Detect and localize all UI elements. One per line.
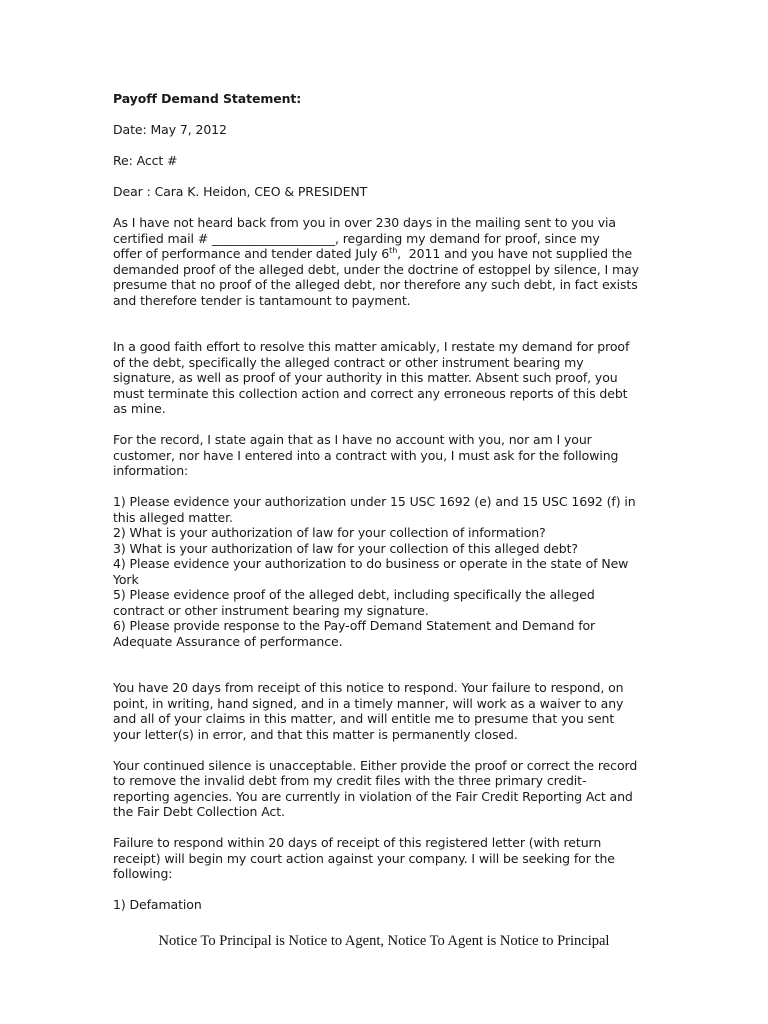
list-item: York bbox=[113, 571, 139, 587]
paragraph-line bbox=[113, 246, 673, 262]
paragraph-line: and all of your claims in this matter, and will entitle me to presume that you sent bbox=[113, 711, 615, 726]
list-item: 5) Please evidence proof of the alleged debt, including specifically the alleged bbox=[113, 587, 595, 602]
salutation: Dear : Cara K. Heidon, CEO & PRESIDENT bbox=[113, 184, 368, 199]
paragraph-line: as mine. bbox=[113, 401, 166, 416]
paragraph-line: reporting agencies. You are currently in violation of the Fair Credit Reporting Act and bbox=[113, 788, 633, 804]
paragraph-line: Your continued silence is unacceptable. Either provide the proof or correct the record bbox=[113, 757, 638, 773]
paragraph-line: your letter(s) in error, and that this matter is permanently closed. bbox=[113, 726, 518, 742]
letter-body bbox=[113, 91, 673, 913]
paragraph-line: following: bbox=[113, 866, 173, 881]
date-line: Date: May 7, 2012 bbox=[113, 122, 227, 137]
paragraph-line: As I have not heard back from you in over 230 days in the mailing sent to you via bbox=[113, 215, 616, 230]
reference-line: Re: Acct # bbox=[113, 153, 178, 168]
paragraph-line: the Fair Debt Collection Act. bbox=[113, 804, 285, 819]
paragraph-line: point, in writing, hand signed, and in a timely manner, will work as a waiver to any bbox=[113, 695, 624, 711]
paragraph-line: of the debt, specifically the alleged contract or other instrument bearing my bbox=[113, 354, 584, 370]
paragraph-4 bbox=[113, 680, 673, 742]
list-item: 3) What is your authorization of law for your collection of this alleged debt? bbox=[113, 540, 578, 556]
paragraph-line: demanded proof of the alleged debt, under the doctrine of estoppel by silence, I may bbox=[113, 261, 639, 277]
paragraph-line: Failure to respond within 20 days of receipt of this registered letter (with return bbox=[113, 835, 602, 850]
page-footer: Notice To Principal is Notice to Agent, Notice To Agent is Notice to Principal bbox=[158, 933, 610, 949]
text-span: offer of performance and tender dated July 6 bbox=[113, 246, 390, 261]
paragraph-line: to remove the invalid debt from my credit files with the three primary credit- bbox=[113, 773, 587, 788]
paragraph-line: You have 20 days from receipt of this notice to respond. Your failure to respond, on bbox=[113, 680, 624, 695]
paragraph-line: In a good faith effort to resolve this matter amicably, I restate my demand for proof bbox=[113, 339, 630, 354]
list-item: 1) Defamation bbox=[113, 897, 202, 912]
document-title: Payoff Demand Statement: bbox=[113, 91, 302, 106]
list-item: contract or other instrument bearing my signature. bbox=[113, 602, 429, 618]
request-list bbox=[113, 494, 673, 649]
list-item: 1) Please evidence your authorization under 15 USC 1692 (e) and 15 USC 1692 (f) in bbox=[113, 494, 636, 509]
paragraph-1 bbox=[113, 215, 673, 308]
list-item: 2) What is your authorization of law for your collection of information? bbox=[113, 525, 546, 540]
paragraph-line: receipt) will begin my court action against your company. I will be seeking for the bbox=[113, 850, 615, 866]
paragraph-5 bbox=[113, 758, 673, 820]
list-item: Adequate Assurance of performance. bbox=[113, 633, 343, 649]
claims-list bbox=[113, 897, 673, 913]
paragraph-line: customer, nor have I entered into a contract with you, I must ask for the following bbox=[113, 447, 619, 463]
paragraph-line: and therefore tender is tantamount to payment. bbox=[113, 292, 411, 308]
ordinal-suffix: th bbox=[389, 245, 398, 255]
paragraph-6 bbox=[113, 835, 673, 882]
paragraph-line: signature, as well as proof of your authority in this matter. Absent such proof, you bbox=[113, 370, 618, 385]
paragraph-line: certified mail # ____________________, regarding my demand for proof, since my bbox=[113, 230, 600, 246]
paragraph-2 bbox=[113, 339, 673, 417]
paragraph-line: information: bbox=[113, 463, 189, 478]
paragraph-line: must terminate this collection action and correct any erroneous reports of this debt bbox=[113, 385, 628, 401]
paragraph-line: For the record, I state again that as I have no account with you, nor am I your bbox=[113, 432, 592, 447]
paragraph-3 bbox=[113, 432, 673, 479]
text-span: , 2011 and you have not supplied the bbox=[397, 246, 633, 261]
list-item: this alleged matter. bbox=[113, 509, 233, 525]
list-item: 4) Please evidence your authorization to do business or operate in the state of New bbox=[113, 556, 629, 571]
list-item: 6) Please provide response to the Pay-off Demand Statement and Demand for bbox=[113, 618, 596, 633]
paragraph-line: presume that no proof of the alleged debt, nor therefore any such debt, in fact exists bbox=[113, 277, 638, 292]
